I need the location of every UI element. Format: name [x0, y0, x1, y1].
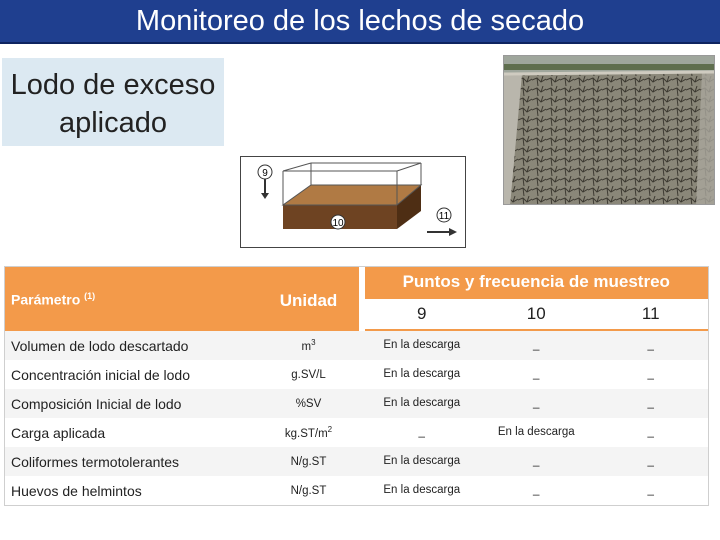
title-bar — [0, 0, 720, 44]
page-title: Monitoreo de los lechos de secado — [135, 5, 585, 37]
unit-cell — [259, 360, 359, 389]
point-11-frequency: _ — [647, 455, 654, 467]
point-10-frequency: _ — [533, 484, 540, 496]
parameter-header: Parámetro $^{(1)}$ — [5, 267, 259, 332]
parameter-name: Concentración inicial de lodo — [5, 360, 259, 389]
point-10-frequency: _ — [533, 368, 540, 380]
point-11-frequency: _ — [647, 368, 654, 380]
point-10-frequency: En la descarga — [497, 426, 575, 438]
point-9-frequency: En la descarga — [383, 339, 461, 351]
point-10-label: 10 — [332, 218, 344, 229]
unit-cell — [259, 447, 359, 476]
sampling-cells — [365, 331, 709, 360]
sampling-cells — [365, 418, 709, 447]
point-11-header: 11 — [641, 304, 660, 323]
table-row — [5, 331, 709, 360]
sampling-diagram — [240, 156, 466, 248]
subtitle-box — [2, 58, 224, 146]
unit-exponent: 3 — [311, 338, 316, 348]
unit-value: N/g.ST — [290, 455, 327, 468]
drying-bed-photo — [503, 55, 715, 205]
point-11-frequency: _ — [647, 426, 654, 438]
point-10-frequency: _ — [533, 397, 540, 409]
unit-value: g.SV/L — [291, 368, 326, 381]
table-header — [5, 267, 709, 332]
table-row — [5, 360, 709, 389]
unit-cell — [259, 476, 359, 506]
table-row — [5, 447, 709, 476]
unit-cell — [259, 389, 359, 418]
parameter-name: Composición Inicial de lodo — [5, 389, 259, 418]
point-9-frequency: En la descarga — [383, 397, 461, 409]
table-row — [5, 389, 709, 418]
parameter-name: Volumen de lodo descartado — [5, 331, 259, 360]
unit-header: Unidad — [259, 267, 359, 332]
sampling-points-header — [365, 267, 709, 332]
point-9-frequency: En la descarga — [383, 455, 461, 467]
point-10-frequency: _ — [533, 455, 540, 467]
point-9-frequency: _ — [418, 426, 425, 438]
sampling-cells — [365, 447, 709, 476]
parameter-name: Carga aplicada — [5, 418, 259, 447]
table-row — [5, 476, 709, 506]
unit-cell — [259, 418, 359, 447]
unit-value: %SV — [295, 397, 322, 410]
point-10-frequency: _ — [533, 339, 540, 351]
subtitle: Lodo de exceso aplicado — [10, 69, 216, 139]
sampling-cells — [365, 360, 709, 389]
point-11-frequency: _ — [647, 397, 654, 409]
point-9-frequency: En la descarga — [383, 368, 461, 380]
unit-value: m — [301, 340, 312, 353]
sampling-cells — [365, 476, 709, 506]
parameter-name: Huevos de helmintos — [5, 476, 259, 506]
point-11-label: 11 — [438, 211, 450, 222]
sampling-points-title: Puntos y frecuencia de muestreo — [402, 272, 670, 291]
drying-bed-image — [504, 56, 715, 205]
point-9-label: 9 — [262, 168, 268, 179]
unit-cell — [259, 331, 359, 360]
unit-value: N/g.ST — [290, 484, 327, 497]
sludge-bed-diagram — [241, 157, 464, 246]
point-9-frequency: En la descarga — [383, 484, 461, 496]
unit-value: kg.ST/m — [284, 427, 328, 440]
point-11-frequency: _ — [647, 484, 654, 496]
parameters-table — [4, 266, 709, 506]
unit-exponent: 2 — [327, 425, 333, 435]
point-9-header: 9 — [417, 304, 427, 323]
table-row — [5, 418, 709, 447]
parameter-name: Coliformes termotolerantes — [5, 447, 259, 476]
point-11-frequency: _ — [647, 339, 654, 351]
sampling-cells — [365, 389, 709, 418]
point-10-header: 10 — [526, 304, 546, 323]
